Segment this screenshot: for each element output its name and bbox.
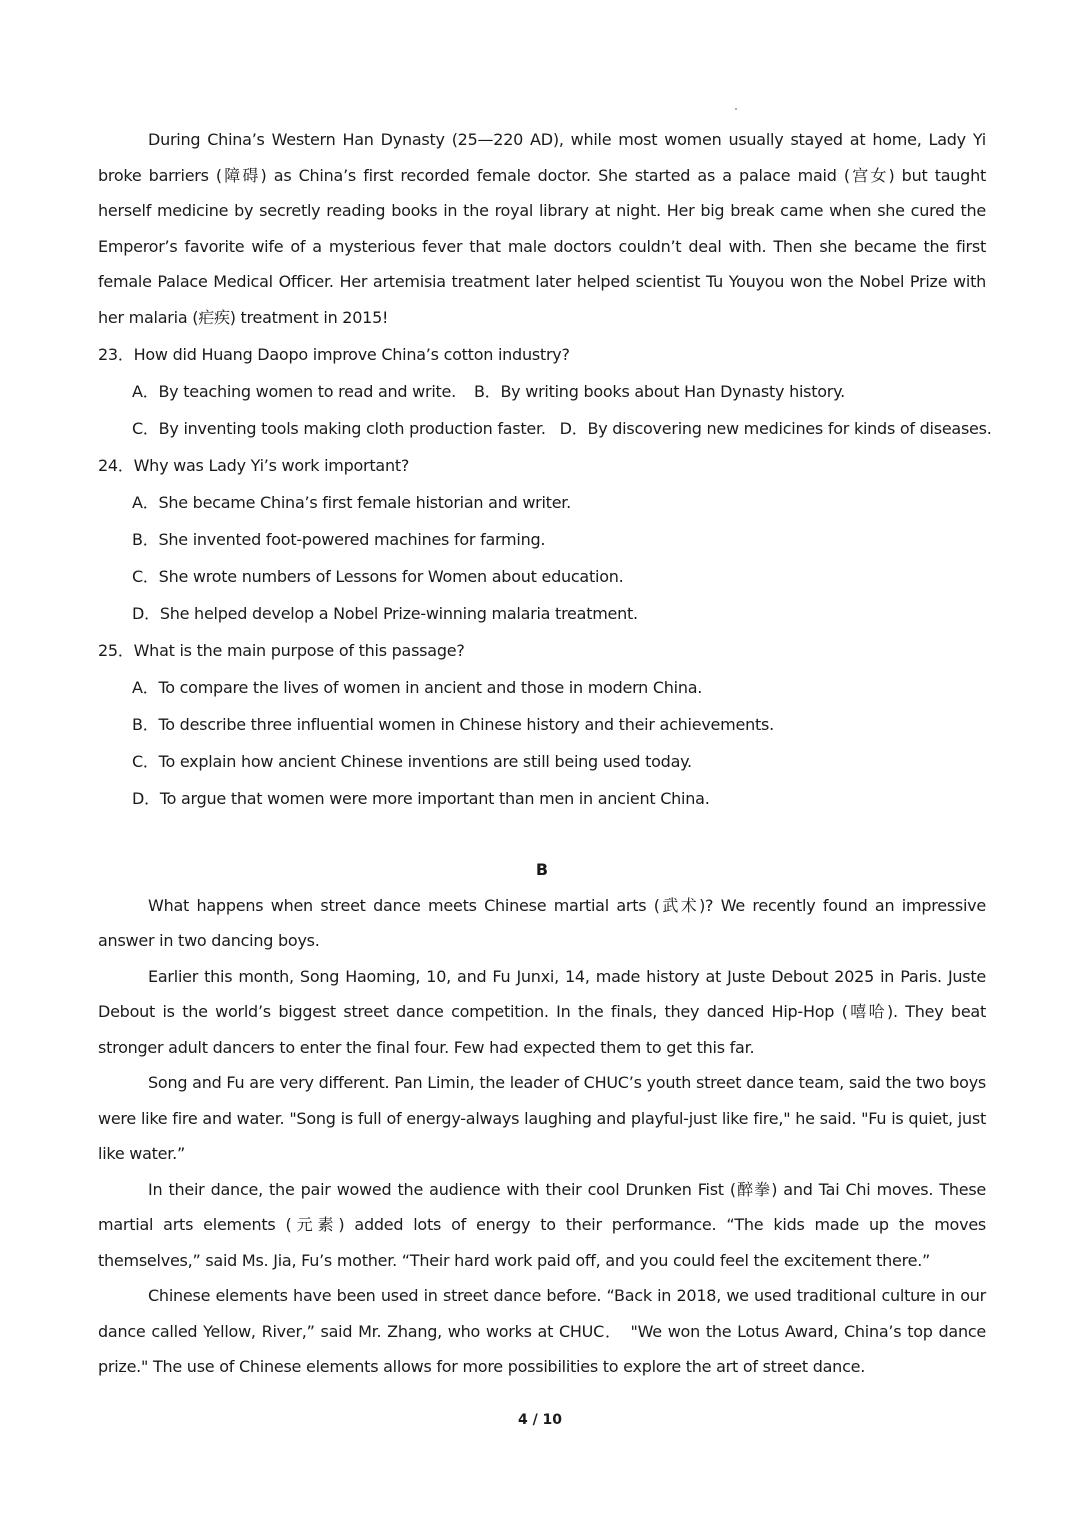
question-23-stem: 23．How did Huang Daopo improve China’s cotton industry?: [98, 344, 570, 364]
question-24: [98, 448, 986, 632]
question-23-options-row-1: [132, 374, 986, 410]
question-24-option-c[interactable]: C．She wrote numbers of Lessons for Women about education.: [132, 566, 624, 586]
question-25-option-c[interactable]: C．To explain how ancient Chinese inventions are still being used today.: [132, 751, 692, 771]
question-25-option-d[interactable]: D．To argue that women were more important than men in ancient China.: [132, 788, 710, 808]
passage-b-paragraph-3: Song and Fu are very different. Pan Limin, the leader of CHUC’s youth street dance team, said the two boys were like fire and water. "Song is full of energy-always laughing and playful-just like fire," he said. "Fu is quiet, just like water.”: [98, 1073, 986, 1163]
passage-b-title: B: [535, 860, 549, 879]
passage-b-paragraph-1: What happens when street dance meets Chinese martial arts (武术)? We recently found an impressive answer in two dancing boys.: [98, 895, 986, 950]
document-page: [98, 122, 992, 1385]
question-23-option-b[interactable]: B．By writing books about Han Dynasty history.: [473, 381, 845, 401]
question-25-option-b[interactable]: B．To describe three influential women in Chinese history and their achievements.: [132, 714, 774, 734]
question-24-option-d[interactable]: D．She helped develop a Nobel Prize-winning malaria treatment.: [132, 603, 638, 623]
stray-mark: [735, 108, 737, 110]
question-24-option-b[interactable]: B．She invented foot-powered machines for farming.: [132, 529, 546, 549]
passage-a-paragraph-lady-yi: During China’s Western Han Dynasty (25—220 AD), while most women usually stayed at home, Lady Yi broke barriers (障碍) as China’s first recorded female doctor. She started as a palace maid (宫女) but taught herself medicine by secretly reading books in the royal library at night. Her big break came when she cured the Emperor’s favorite wife of a mysterious fever that male doctors couldn’t deal with. Then she became the first female Palace Medical Officer. Her artemisia treatment later helped scientist Tu Youyou won the Nobel Prize with her malaria (疟疾) treatment in 2015!: [98, 130, 986, 327]
question-24-stem: 24．Why was Lady Yi’s work important?: [98, 455, 410, 475]
question-25: [98, 633, 986, 817]
question-23-option-d[interactable]: D．By discovering new medicines for kinds of diseases.: [559, 418, 992, 438]
question-23: [98, 337, 992, 447]
passage-b-paragraph-5: Chinese elements have been used in street dance before. “Back in 2018, we used traditional culture in our dance called Yellow, River,” said Mr. Zhang, who works at CHUC． "We won the Lotus Award, China’s top dance prize." The use of Chinese elements allows for more possibilities to explore the art of street dance.: [98, 1286, 986, 1376]
question-23-option-c[interactable]: C．By inventing tools making cloth production faster.: [132, 418, 546, 438]
question-23-options-row-2: [132, 411, 992, 447]
question-24-option-a[interactable]: A．She became China’s first female historian and writer.: [132, 492, 571, 512]
question-25-stem: 25．What is the main purpose of this passage?: [98, 640, 465, 660]
question-23-option-a[interactable]: A．By teaching women to read and write.: [132, 381, 456, 401]
passage-b-paragraph-4: In their dance, the pair wowed the audience with their cool Drunken Fist (醉拳) and Tai Chi moves. These martial arts elements (元素) added lots of energy to their performance. “The kids made up the moves themselves,” said Ms. Jia, Fu’s mother. “Their hard work paid off, and you could feel the excitement there.”: [98, 1179, 986, 1270]
question-25-option-a[interactable]: A．To compare the lives of women in ancient and those in modern China.: [132, 677, 703, 697]
passage-b-paragraph-2: Earlier this month, Song Haoming, 10, and Fu Junxi, 14, made history at Juste Debout 2025 in Paris. Juste Debout is the world’s biggest street dance competition. In the finals, they danced Hip-Hop (嘻哈). They beat stronger adult dancers to enter the final four. Few had expected them to get this far.: [98, 966, 986, 1057]
page-number: 4 / 10: [517, 1412, 563, 1428]
